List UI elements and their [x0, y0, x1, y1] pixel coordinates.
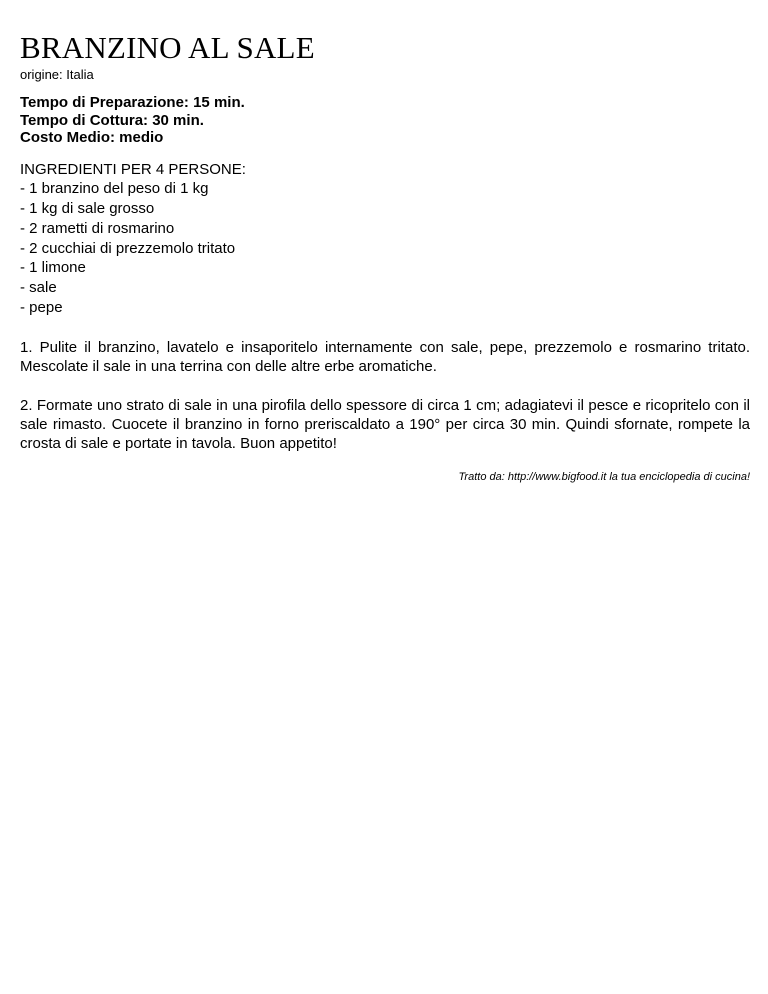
source-credit: Tratto da: http://www.bigfood.it la tua enciclopedia di cucina! — [458, 470, 750, 483]
ingredient-item: - 2 cucchiai di prezzemolo tritato — [20, 239, 236, 257]
ingredient-item: - 2 rametti di rosmarino — [20, 219, 175, 237]
cost: Costo Medio: medio — [20, 129, 164, 146]
recipe-page — [20, 30, 750, 484]
ingredient-item: - 1 branzino del peso di 1 kg — [20, 180, 209, 198]
ingredient-item: - 1 limone — [20, 259, 86, 277]
ingredient-item: - pepe — [20, 299, 63, 317]
ingredients-list — [20, 160, 750, 318]
ingredient-item: - 1 kg di sale grosso — [20, 200, 155, 218]
ingredient-item: - sale — [20, 279, 57, 297]
recipe-meta — [20, 94, 750, 147]
cook-time: Tempo di Cottura: 30 min. — [20, 111, 204, 129]
step-2: 2. Formate uno strato di sale in una pirofila dello spessore di circa 1 cm; adagiatevi il pesce e ricopritelo con il sale rimasto. Cuocete il branzino in forno preriscaldato a 190° per circa 30 min. Quindi sfornate, rompete la crosta di sale e portate in tavola. Buon appetito! — [20, 396, 750, 452]
recipe-title: BRANZINO AL SALE — [20, 30, 315, 65]
ingredients-heading: INGREDIENTI PER 4 PERSONE: — [20, 160, 246, 178]
step-1: 1. Pulite il branzino, lavatelo e insaporitelo internamente con sale, pepe, prezzemolo e rosmarino tritato. Mescolate il sale in una terrina con delle altre erbe aromatiche. — [20, 338, 750, 375]
recipe-origin: origine: Italia — [20, 67, 94, 82]
prep-time: Tempo di Preparazione: 15 min. — [20, 94, 245, 111]
